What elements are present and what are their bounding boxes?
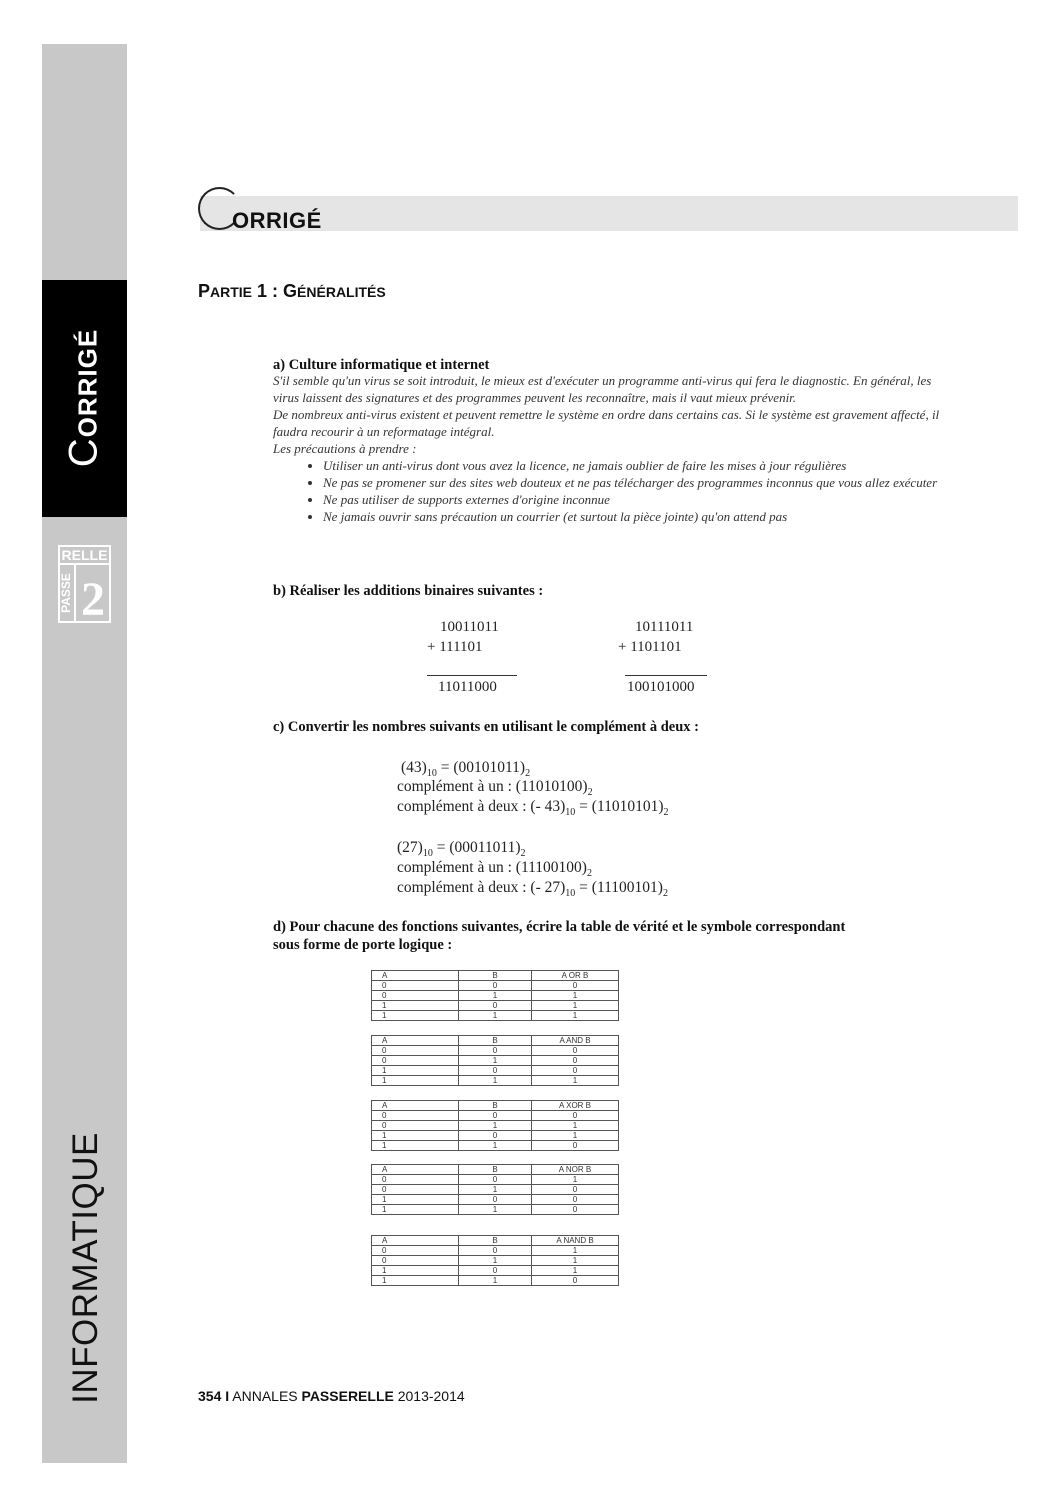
section-d-title-line1: d) Pour chacune des fonctions suivantes, écrire la table de vérité et le symbole correspondant (273, 919, 846, 935)
table-header-row: A B A AND B (372, 1036, 619, 1046)
truth-table-xor (371, 1100, 619, 1151)
table-row: 1 1 0 (372, 1141, 619, 1151)
table-header-row: A B A NOR B (372, 1165, 619, 1175)
addition-1-operand-a: 10011011 (440, 619, 499, 635)
section-a-para3: Les précautions à prendre : (273, 441, 417, 456)
section-d-title-line2: sous forme de porte logique : (273, 937, 453, 953)
section-heading-partie (198, 281, 386, 302)
table-row: 0 0 1 (372, 1246, 619, 1256)
bullet-item: • Utiliser un anti-virus dont vous avez la licence, ne jamais oublier de faire les mises à jour régulières (323, 457, 943, 474)
bullet-item: • Ne jamais ouvrir sans précaution un courrier (et surtout la pièce jointe) qu'on attend pas (323, 508, 943, 525)
section-a-body (273, 372, 943, 525)
partie-g-rest: ÉNÉRALITÉS (297, 284, 386, 300)
sidebar-corrige-label (62, 329, 107, 467)
table-row: 0 1 1 (372, 1256, 619, 1266)
table-row: 1 1 1 (372, 1076, 619, 1086)
addition-2-rule (625, 675, 707, 676)
section-a-title: a) Culture informatique et internet (273, 357, 490, 373)
partie-rest: ARTIE (210, 284, 253, 300)
table-row: 1 0 0 (372, 1195, 619, 1205)
conversion-1-line-1: $(43)_{10} = (00101011)_2$ (401, 759, 531, 780)
table-row: 0 0 0 (372, 1046, 619, 1056)
footer-passerelle: PASSERELLE (301, 1388, 394, 1404)
conversion-2-line-2: complément à un : $(11100100)_2$ (397, 859, 592, 880)
truth-table-nand (371, 1235, 619, 1286)
logo-side-text: PASSE (59, 573, 73, 613)
table-row: 1 0 0 (372, 1066, 619, 1076)
section-a-para2: De nombreux anti-virus existent et peuvent remettre le système en ordre dans certains cas. Si le système est gravement affecté, il faudra recourir à un reformatage intégral. (273, 407, 940, 439)
page-footer (198, 1388, 465, 1404)
addition-1-result: 11011000 (438, 679, 497, 695)
sidebar-corrige-first: C (61, 437, 106, 468)
truth-table-or (371, 970, 619, 1021)
passerelle-2-logo (58, 545, 111, 623)
table-row: 1 0 1 (372, 1001, 619, 1011)
page-title: ORRIGÉ (232, 208, 322, 233)
addition-2-operand-a: 10111011 (635, 619, 694, 635)
table-row: 1 1 1 (372, 1011, 619, 1021)
conversion-1-line-3: complément à deux : (- $43)_{10} = (11010101)_2$ (397, 798, 669, 819)
sidebar-corrige-rest: ORRIGÉ (72, 328, 103, 438)
section-c-title: c) Convertir les nombres suivants en utilisant le complément à deux : (273, 719, 699, 735)
partie-num: 1 : (252, 281, 284, 301)
table-row: 0 0 0 (372, 981, 619, 991)
bullet-item: • Ne pas se promener sur des sites web douteux et ne pas télécharger des programmes inconnus que vous allez exécuter (323, 474, 943, 491)
table-header-row: A B A NAND B (372, 1236, 619, 1246)
partie-g: G (283, 281, 298, 301)
table-header-row: A B A OR B (372, 971, 619, 981)
table-row: 0 1 0 (372, 1056, 619, 1066)
bullet-item: • Ne pas utiliser de supports externes d'origine inconnue (323, 491, 943, 508)
title-bar (200, 196, 1018, 231)
addition-2-result: 100101000 (627, 679, 695, 695)
truth-table-nor (371, 1164, 619, 1215)
table-row: 0 1 1 (372, 1121, 619, 1131)
addition-1-operand-b: + 111101 (427, 639, 483, 655)
partie-p: P (198, 281, 211, 301)
table-row: 0 0 1 (372, 1175, 619, 1185)
footer-annales: ANNALES (229, 1388, 302, 1404)
logo-number: 2 (81, 573, 105, 623)
table-row: 1 0 1 (372, 1266, 619, 1276)
table-row: 0 1 0 (372, 1185, 619, 1195)
footer-years: 2013-2014 (393, 1388, 465, 1404)
page-number: 354 I (198, 1388, 230, 1404)
section-a-para1: S'il semble qu'un virus se soit introduit, le mieux est d'exécuter un programme anti-virus qui fera le diagnostic. En général, les virus laissent des signatures et des programmes peuvent les reconnaître, mais il vaut mieux prévenir. (273, 373, 932, 405)
section-a-bullets (273, 457, 943, 525)
conversion-2-line-1: $(27)_{10} = (00011011)_2$ (397, 839, 526, 860)
truth-table-and (371, 1035, 619, 1086)
logo-top-text: RELLE (61, 547, 108, 563)
conversion-1-line-2: complément à un : $(11010100)_2$ (397, 778, 593, 799)
addition-2-operand-b: + 1101101 (618, 639, 682, 655)
table-row: 1 1 0 (372, 1276, 619, 1286)
table-row: 0 0 0 (372, 1111, 619, 1121)
sidebar-subject: INFORMATIQUE (66, 1132, 105, 1404)
section-b-title: b) Réaliser les additions binaires suivantes : (273, 583, 544, 599)
table-row: 1 1 0 (372, 1205, 619, 1215)
addition-1-rule (427, 675, 517, 676)
conversion-2-line-3: complément à deux : (- $27)_{10} = (11100101)_2$ (397, 879, 668, 900)
table-row: 0 1 1 (372, 991, 619, 1001)
table-header-row: A B A XOR B (372, 1101, 619, 1111)
table-row: 1 0 1 (372, 1131, 619, 1141)
